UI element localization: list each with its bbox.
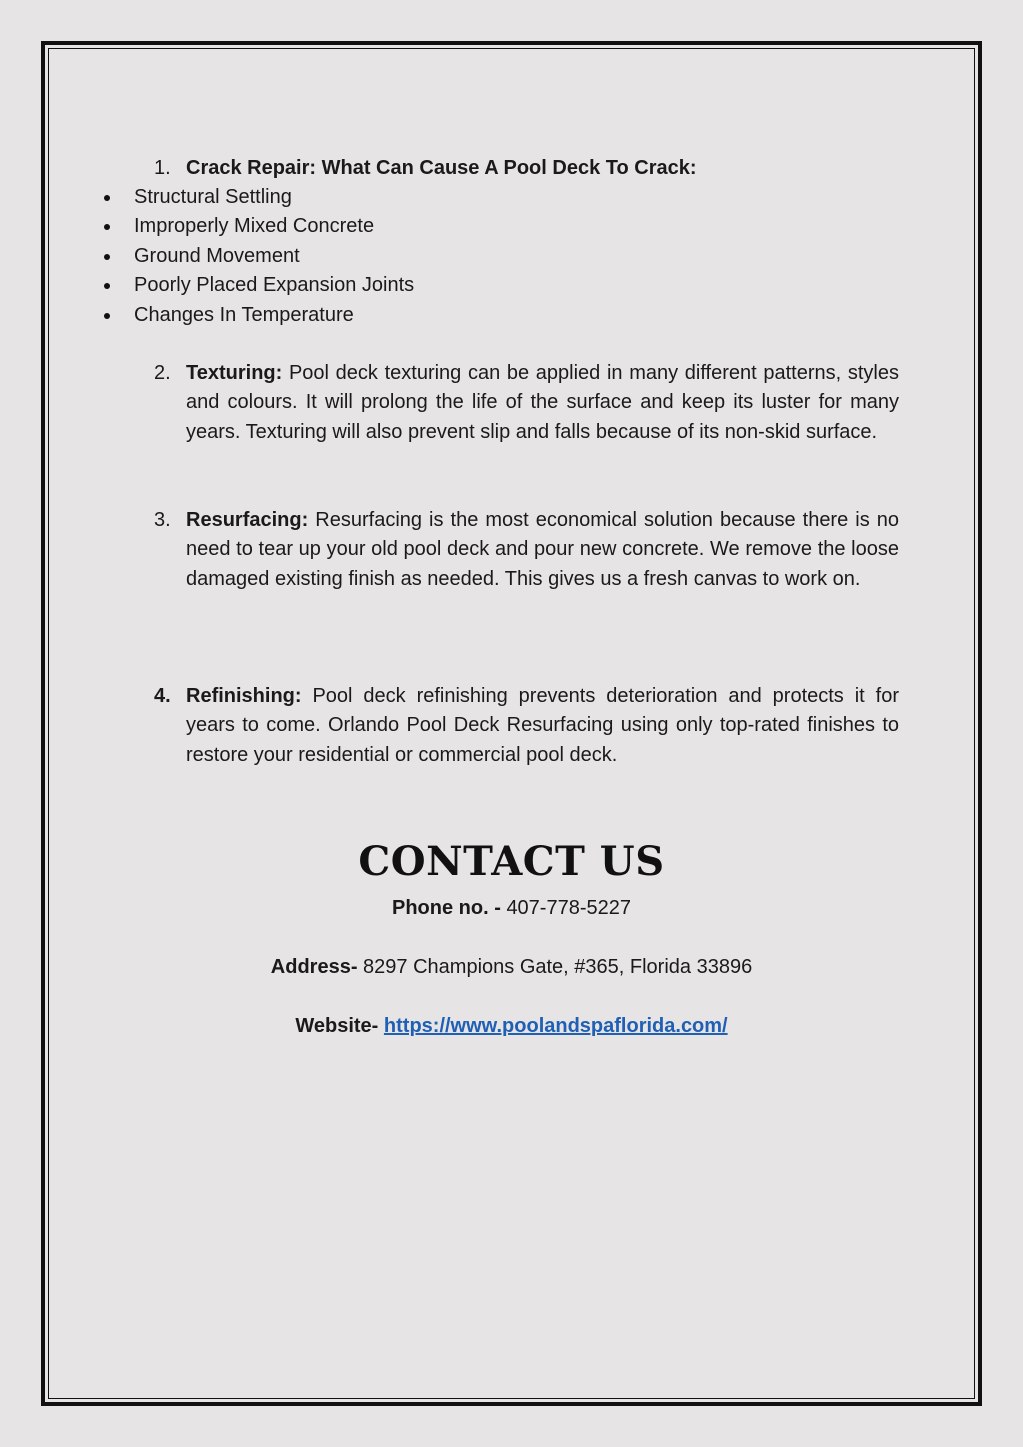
address-label: Address- (270, 956, 364, 978)
list-item: Ground Movement (100, 242, 414, 271)
contact-address (0, 953, 1023, 981)
list-item: Poorly Placed Expansion Joints (100, 271, 414, 300)
section-number: 3. (154, 509, 171, 531)
list-item: Improperly Mixed Concrete (100, 212, 414, 241)
list-item: Changes In Temperature (100, 301, 414, 330)
contact-title: CONTACT US (358, 838, 665, 885)
contact-website (0, 1012, 1023, 1040)
section-heading: Refinishing: (186, 685, 302, 707)
section-text: Resurfacing is the most economical solution because there is no need to tear up your old pool deck and pour new concrete. We remove the loose damaged existing finish as needed. This gives us a fresh canvas to work on. (186, 509, 899, 590)
phone-label: Phone no. - (392, 897, 507, 919)
section-text: Pool deck texturing can be applied in many different patterns, styles and colours. It will prolong the life of the surface and keep its luster for many years. Texturing will also prevent slip and falls because of its non-skid surface. (186, 362, 899, 443)
list-item: Structural Settling (100, 183, 414, 212)
contact-phone (0, 894, 1023, 922)
section-paragraph (186, 506, 899, 594)
phone-value: 407-778-5227 (506, 897, 631, 919)
address-value: 8297 Champions Gate, #365, Florida 33896 (363, 956, 753, 978)
section-number: 1. (154, 157, 171, 179)
website-label: Website- (295, 1015, 384, 1037)
section-heading: Texturing: (186, 362, 283, 384)
section-text: Pool deck refinishing prevents deterioration and protects it for years to come. Orlando Pool Deck Resurfacing using only top-rated finishes to restore your residential or commercial pool deck. (186, 685, 899, 766)
section-paragraph (186, 682, 899, 770)
section-heading: Resurfacing: (186, 509, 309, 531)
website-link[interactable]: https://www.poolandspaflorida.com/ (383, 1015, 728, 1037)
section-refinishing (154, 682, 899, 770)
section-resurfacing (154, 506, 899, 594)
section-heading: Crack Repair: What Can Cause A Pool Deck To Crack: (186, 157, 697, 179)
section-crack-repair (154, 154, 899, 183)
section-texturing (154, 359, 899, 447)
crack-causes-list (100, 183, 414, 330)
section-number: 4. (154, 685, 171, 707)
section-paragraph (186, 359, 899, 447)
section-number: 2. (154, 362, 171, 384)
